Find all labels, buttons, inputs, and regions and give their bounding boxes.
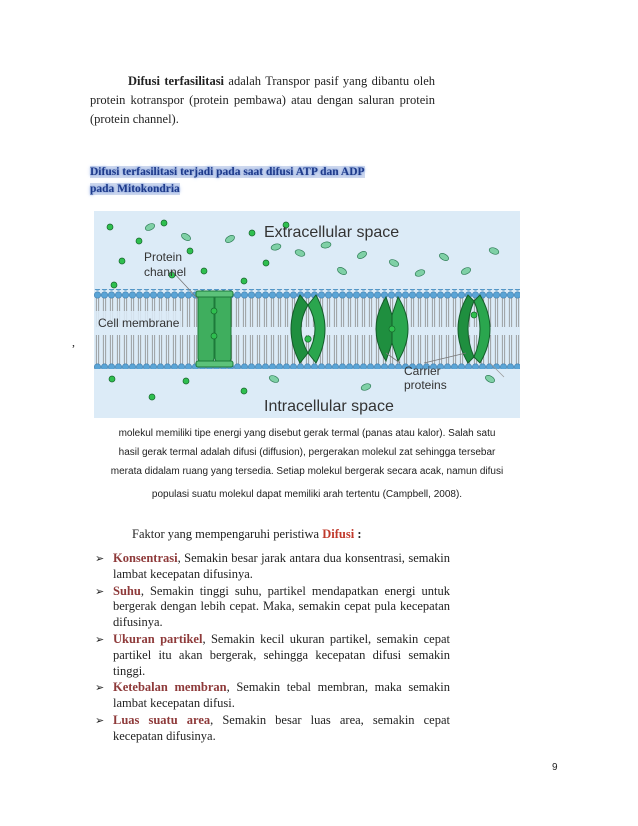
- caption-line-1: molekul memiliki tipe energi yang disebut gerak termal (panas atau kalor). Salah satu: [118, 428, 496, 439]
- factor-term: Ukuran partikel: [113, 631, 203, 646]
- factor-term: Suhu: [113, 583, 141, 598]
- intracellular-molecules: [109, 376, 247, 400]
- arrow-bullet-icon: ➢: [95, 681, 105, 695]
- list-item: [95, 713, 450, 745]
- arrow-bullet-icon: ➢: [95, 584, 105, 598]
- factor-text: , Semakin tebal membran, maka semakin lambat kecepatan difusi.: [113, 680, 450, 711]
- factors-keyword: Difusi: [322, 527, 355, 541]
- intro-text: adalah Transpor pasif yang dibantu oleh protein kotranspor (protein pembawa) atau dengan saluran protein (protein channel).: [90, 74, 435, 126]
- membrane-diagram: [94, 211, 520, 418]
- label-extracellular: Extracellular space: [264, 224, 400, 241]
- label-protein-channel-2: channel: [144, 265, 187, 279]
- label-protein-channel-1: Protein: [144, 250, 183, 264]
- highlight-line-2: pada Mitokondria: [90, 183, 180, 195]
- diffusion-figure: [94, 211, 520, 418]
- factor-text: , Semakin besar jarak antara dua konsentrasi, semakin lambat kecepatan difusinya.: [113, 551, 450, 581]
- factors-list: [95, 551, 450, 746]
- caption-line-3: merata didalam ruang yang tersedia. Setiap molekul bergerak secara acak, namun difusi: [110, 466, 504, 477]
- caption-line-2: hasil gerak termal adalah difusi (diffusion), pergerakan molekul zat sehingga tersebar: [118, 447, 496, 458]
- intro-term: Difusi terfasilitasi: [128, 74, 225, 88]
- arrow-bullet-icon: ➢: [95, 632, 105, 646]
- factors-suffix: :: [354, 527, 362, 541]
- arrow-bullet-icon: ➢: [95, 552, 105, 565]
- label-carrier-2: proteins: [404, 378, 447, 392]
- factor-term: Ketebalan membran: [113, 680, 227, 695]
- list-item: [95, 584, 450, 631]
- label-intracellular: Intracellular space: [264, 398, 394, 415]
- factor-term: Konsentrasi: [113, 551, 178, 565]
- factor-text: , Semakin kecil ukuran partikel, semakin cepat partikel itu akan bergerak, sehingga kecepatan difusi semakin tinggi.: [113, 631, 450, 678]
- factor-text: , Semakin besar luas area, semakin cepat kecepatan difusinya.: [113, 712, 450, 743]
- protein-channel: [196, 291, 233, 367]
- arrow-bullet-icon: ➢: [95, 713, 105, 727]
- extracellular-molecules: [107, 220, 289, 288]
- intro-paragraph: [90, 72, 435, 129]
- label-carrier-1: Carrier: [404, 364, 441, 378]
- label-cell-membrane: Cell membrane: [98, 316, 180, 330]
- factor-text: , Semakin tinggi suhu, partikel mendapatkan energi untuk bergerak dengan lebih cepat. Maka, semakin cepat pula kecepatan difusinya.: [113, 583, 450, 630]
- factors-heading: [132, 527, 361, 542]
- list-item: [95, 551, 450, 583]
- stray-mark: ,: [72, 335, 75, 349]
- caption-line-4: populasi suatu molekul dapat memiliki arah tertentu (Campbell, 2008).: [151, 489, 463, 500]
- factors-intro: Faktor yang mempengaruhi peristiwa: [132, 527, 323, 541]
- highlighted-statement: [90, 164, 445, 198]
- page-number: 9: [552, 762, 558, 773]
- intracellular-ovals: [268, 374, 496, 392]
- list-item: [95, 680, 450, 712]
- highlight-line-1: Difusi terfasilitasi terjadi pada saat difusi ATP dan ADP: [90, 166, 365, 178]
- list-item: [95, 632, 450, 679]
- factor-term: Luas suatu area: [113, 712, 211, 727]
